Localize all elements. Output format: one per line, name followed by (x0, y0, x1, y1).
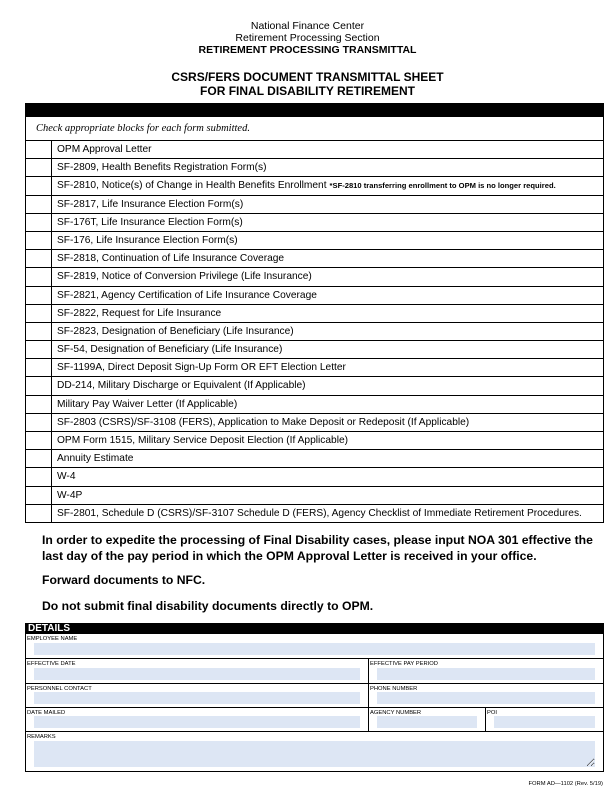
checklist-item-text: W-4 (57, 471, 76, 483)
checklist-item-text: SF-176, Life Insurance Election Form(s) (57, 234, 238, 246)
checklist-checkbox[interactable] (26, 432, 52, 449)
checklist-checkbox[interactable] (26, 487, 52, 504)
poi-label: POI (487, 710, 497, 716)
checklist-instruction: Check appropriate blocks for each form submitted. (26, 117, 603, 141)
effective-date-input[interactable] (34, 668, 360, 680)
checklist-item-text: Military Pay Waiver Letter (If Applicable) (57, 398, 238, 410)
checklist-item-label (52, 305, 603, 322)
checklist-item-text: W-4P (57, 489, 83, 501)
checklist-item-text: SF-1199A, Direct Deposit Sign-Up Form OR EFT Election Letter (57, 362, 346, 374)
checklist-checkbox[interactable] (26, 214, 52, 231)
checklist-item-text: SF-2818, Continuation of Life Insurance Coverage (57, 253, 285, 265)
effective-date-label: EFFECTIVE DATE (27, 661, 76, 667)
checklist-row (26, 505, 603, 523)
checklist-row (26, 305, 603, 323)
checklist-row (26, 250, 603, 268)
checklist-row (26, 141, 603, 159)
date-mailed-cell (26, 708, 368, 731)
checklist-item-label (52, 268, 603, 285)
row-effective (26, 658, 603, 683)
employee-name-cell (26, 634, 603, 658)
poi-cell (485, 708, 603, 731)
checklist-item-text: SF-2823, Designation of Beneficiary (Life Insurance) (57, 325, 294, 337)
checklist-item-note: *SF-2810 transferring enrollment to OPM is no longer required. (329, 181, 556, 191)
checklist-item-text: SF-2803 (CSRS)/SF-3108 (FERS), Application to Make Deposit or Redeposit (If Applicable) (57, 416, 470, 428)
employee-name-input[interactable] (34, 643, 595, 655)
checklist-row (26, 323, 603, 341)
row-remarks (26, 731, 603, 771)
checklist-row (26, 159, 603, 177)
header-agency: National Finance Center (250, 20, 365, 32)
checklist-row (26, 287, 603, 305)
checklist-checkbox[interactable] (26, 341, 52, 358)
checklist-checkbox[interactable] (26, 141, 52, 158)
checklist-item-text: SF-54, Designation of Beneficiary (Life Insurance) (57, 344, 283, 356)
checklist-item-text: Annuity Estimate (57, 453, 134, 465)
checklist-item-label (52, 250, 603, 267)
checklist-item-label (52, 468, 603, 485)
checklist-checkbox[interactable] (26, 232, 52, 249)
checklist-row (26, 414, 603, 432)
checklist-item-label (52, 159, 603, 176)
checklist-item-label (52, 450, 603, 467)
remarks-input[interactable] (34, 741, 595, 767)
checklist-item-text: SF-2819, Notice of Conversion Privilege (Life Insurance) (57, 271, 312, 283)
checklist-item-text: SF-2817, Life Insurance Election Form(s) (57, 198, 244, 210)
checklist-item-label (52, 341, 603, 358)
checklist-item-text: SF-176T, Life Insurance Election Form(s) (57, 216, 243, 228)
checklist-item-label (52, 414, 603, 431)
checklist-row (26, 232, 603, 250)
form-header (0, 20, 615, 56)
details-heading: DETAILS (26, 624, 603, 634)
checklist-item-label (52, 287, 603, 304)
checklist-item-label (52, 214, 603, 231)
effective-pay-period-label: EFFECTIVE PAY PERIOD (370, 661, 438, 667)
checklist-item-text: SF-2809, Health Benefits Registration Form(s) (57, 162, 267, 174)
notice-paragraph-3: Do not submit final disability documents directly to OPM. (42, 598, 374, 613)
header-divider-bar (25, 103, 604, 117)
personnel-contact-cell (26, 684, 368, 707)
form-title (0, 70, 615, 98)
row-contact (26, 683, 603, 707)
checklist-checkbox[interactable] (26, 177, 52, 194)
date-mailed-input[interactable] (34, 716, 360, 728)
remarks-label: REMARKS (27, 734, 56, 740)
agency-number-label: AGENCY NUMBER (370, 710, 422, 716)
checklist-checkbox[interactable] (26, 250, 52, 267)
checklist-item-label (52, 141, 603, 158)
row-mailing (26, 707, 603, 731)
checklist-row (26, 377, 603, 395)
checklist-item-text: SF-2801, Schedule D (CSRS)/SF-3107 Schedule D (FERS), Agency Checklist of Immediate Retirement Procedures. (57, 507, 582, 519)
checklist-item-label (52, 323, 603, 340)
agency-number-input[interactable] (377, 716, 477, 728)
title-line-1: CSRS/FERS DOCUMENT TRANSMITTAL SHEET (171, 70, 444, 84)
header-section: Retirement Processing Section (235, 32, 380, 44)
effective-pay-period-input[interactable] (377, 668, 595, 680)
remarks-cell (26, 732, 603, 771)
checklist-item-label (52, 377, 603, 394)
notice-paragraph-1: In order to expedite the processing of Final Disability cases, please input NOA 301 effective the last day of the pay period in which the OPM Approval Letter is received in your office. (42, 533, 593, 563)
checklist-checkbox[interactable] (26, 305, 52, 322)
title-line-2: FOR FINAL DISABILITY RETIREMENT (200, 84, 415, 98)
checklist-checkbox[interactable] (26, 414, 52, 431)
effective-pay-period-cell (368, 659, 603, 683)
checklist-item-text: SF-2821, Agency Certification of Life Insurance Coverage (57, 289, 317, 301)
checklist-item-text: DD-214, Military Discharge or Equivalent (If Applicable) (57, 380, 306, 392)
checklist-row (26, 196, 603, 214)
checklist-row (26, 214, 603, 232)
checklist-item-label (52, 359, 603, 376)
checklist-item-text: SF-2810, Notice(s) of Change in Health Benefits Enrollment (57, 180, 327, 192)
notice-text (42, 533, 602, 614)
checklist-row (26, 177, 603, 195)
header-transmittal: RETIREMENT PROCESSING TRANSMITTAL (198, 44, 417, 56)
phone-number-label: PHONE NUMBER (370, 686, 418, 692)
checklist-row (26, 432, 603, 450)
form-number: FORM AD—1102 (Rev. 5/19) (528, 781, 603, 787)
checklist-item-label (52, 487, 603, 504)
checklist-item-label (52, 196, 603, 213)
checklist-row (26, 450, 603, 468)
personnel-contact-input[interactable] (34, 692, 360, 704)
checklist-checkbox[interactable] (26, 359, 52, 376)
checklist-item-label (52, 432, 603, 449)
checklist-row (26, 341, 603, 359)
notice-paragraph-2: Forward documents to NFC. (42, 573, 206, 587)
phone-number-input[interactable] (377, 692, 595, 704)
checklist-checkbox[interactable] (26, 323, 52, 340)
checklist-item-label (52, 396, 603, 413)
personnel-contact-label: PERSONNEL CONTACT (27, 686, 92, 692)
details-section (25, 623, 604, 772)
checklist-row (26, 396, 603, 414)
checklist-checkbox[interactable] (26, 505, 52, 522)
checklist-item-label (52, 505, 603, 522)
poi-input[interactable] (494, 716, 595, 728)
checklist-item-label (52, 232, 603, 249)
checklist-checkbox[interactable] (26, 450, 52, 467)
checklist-checkbox[interactable] (26, 287, 52, 304)
checklist-checkbox[interactable] (26, 268, 52, 285)
checklist-checkbox[interactable] (26, 468, 52, 485)
employee-name-label: EMPLOYEE NAME (27, 636, 78, 642)
checklist-row (26, 268, 603, 286)
agency-number-cell (368, 708, 485, 731)
checklist-item-text: SF-2822, Request for Life Insurance (57, 307, 222, 319)
effective-date-cell (26, 659, 368, 683)
phone-number-cell (368, 684, 603, 707)
checklist-checkbox[interactable] (26, 377, 52, 394)
checklist-item-text: OPM Form 1515, Military Service Deposit Election (If Applicable) (57, 435, 349, 446)
checklist-checkbox[interactable] (26, 159, 52, 176)
checklist-checkbox[interactable] (26, 196, 52, 213)
checklist-checkbox[interactable] (26, 396, 52, 413)
row-employee (26, 634, 603, 658)
form-checklist (25, 117, 604, 523)
checklist-item-text: OPM Approval Letter (57, 144, 152, 155)
checklist-row (26, 359, 603, 377)
checklist-row (26, 487, 603, 505)
checklist-item-label (52, 177, 603, 194)
checklist-row (26, 468, 603, 486)
date-mailed-label: DATE MAILED (27, 710, 66, 716)
